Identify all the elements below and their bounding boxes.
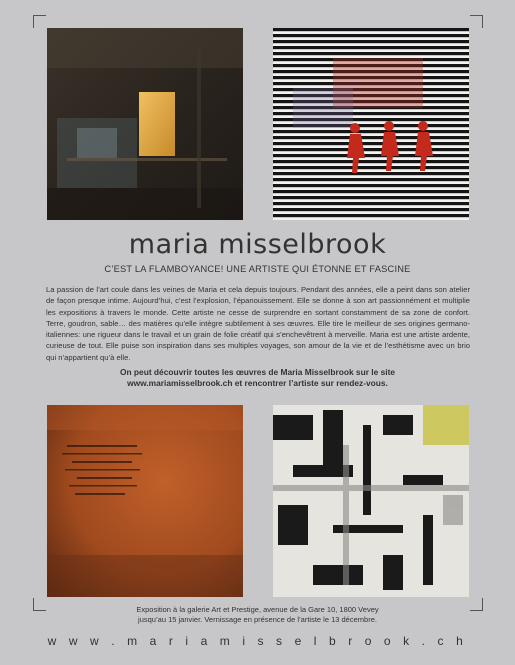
stripe xyxy=(273,160,469,163)
stripe xyxy=(273,40,469,43)
stripe xyxy=(273,28,469,31)
artwork-rust-orange xyxy=(47,405,243,597)
stripe xyxy=(273,154,469,157)
crop-mark-top-left xyxy=(33,15,46,28)
cta-line-1: On peut découvrir toutes les œuvres de Maria Misselbrook sur le site xyxy=(119,367,396,377)
stripe xyxy=(273,190,469,193)
website-footer: w w w . m a r i a m i s s e l b r o o k . c h xyxy=(47,634,468,648)
stripe xyxy=(273,136,469,139)
stripe xyxy=(273,52,469,55)
stripe xyxy=(273,184,469,187)
stripe xyxy=(273,148,469,151)
stripe xyxy=(273,46,469,49)
exhibition-line-2: jusqu’au 15 janvier. Vernissage en présence de l’artiste le 13 décembre. xyxy=(138,615,377,624)
stripe xyxy=(273,202,469,205)
crop-mark-top-right xyxy=(470,15,483,28)
stripe xyxy=(273,130,469,133)
exhibition-info xyxy=(0,605,515,625)
exhibition-line-1: Exposition à la galerie Art et Prestige, avenue de la Gare 10, 1800 Vevey xyxy=(136,605,379,614)
artist-name: maria misselbrook xyxy=(128,229,387,260)
stripe xyxy=(273,172,469,175)
stripe xyxy=(273,142,469,145)
artwork-striped-red-figures xyxy=(273,28,469,220)
stripe xyxy=(273,166,469,169)
tagline: C’EST LA FLAMBOYANCE! UNE ARTISTE QUI ÉTONNE ET FASCINE xyxy=(104,264,411,274)
artwork-white-black-texture xyxy=(273,405,469,597)
stripe xyxy=(273,208,469,211)
artist-bio: La passion de l’art coule dans les veines de Maria et cela depuis toujours. Pendant des années, elle a peint dans son atelier de façon presque intime. Aujourd’hui, c’est l’explosion, l’épanouissement. Elle se donne à son art passionnément et multiplie les expositions à travers le monde. Cette artiste ne cesse de surprendre en sortant constamment de sa zone de confort. Terre, goudron, sable… des matières qu’elle intègre subtilement à ses œuvres. Elle tire le meilleur de ses origines germano-italiennes: une rigueur dans le travail et un grain de folie créatif qui s’enchevêtrent à merveille. Maria est une artiste ardente, curieuse de tout. Elle puise son inspiration dans ses multiples voyages, son amour de la vie et de l’esthétisme avec un brio qui n’appartient qu’à elle. xyxy=(46,285,470,362)
stripe xyxy=(273,196,469,199)
cta-line-2: www.mariamisselbrook.ch et rencontrer l’artiste sur rendez-vous. xyxy=(127,378,388,388)
stripe xyxy=(273,178,469,181)
stripe xyxy=(273,34,469,37)
artwork-dark-gold-square xyxy=(47,28,243,220)
stripe xyxy=(273,214,469,217)
website-call-to-action xyxy=(0,367,515,389)
